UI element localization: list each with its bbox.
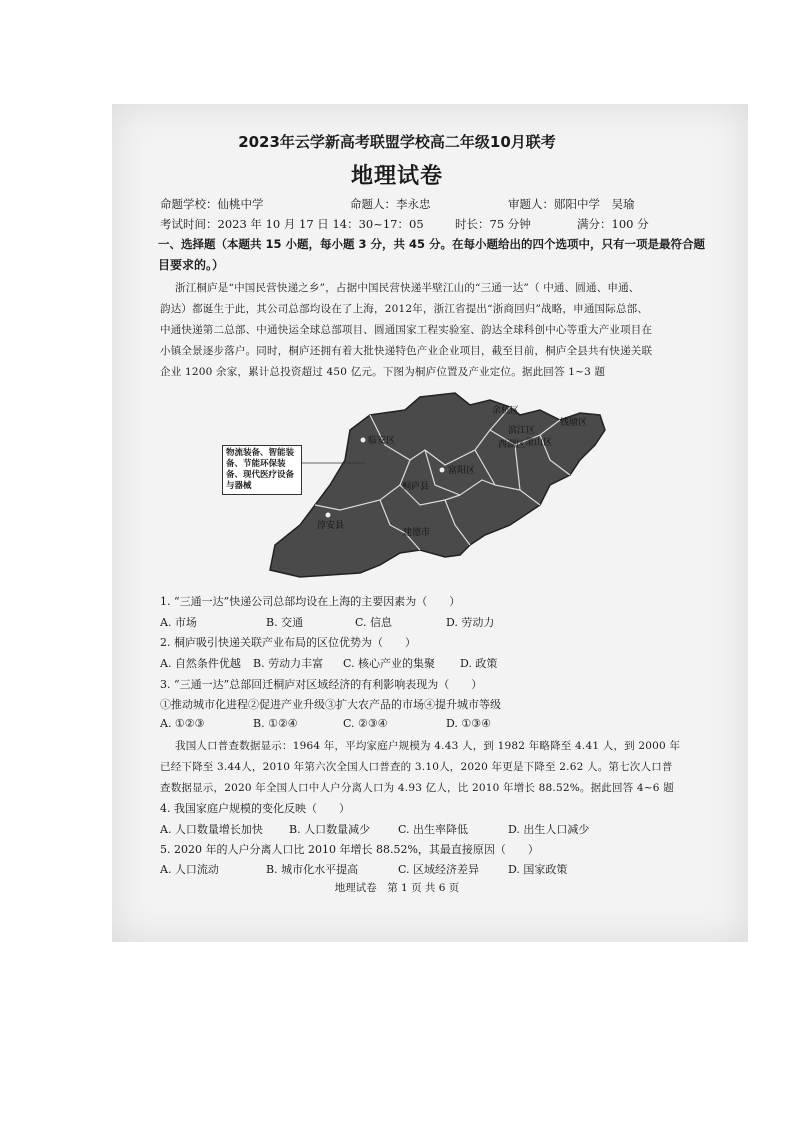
question-3-option-d: D. ①③④: [446, 717, 492, 730]
map-label-tonglu: 桐庐县: [402, 482, 430, 492]
subject-title: 地理试卷: [350, 164, 443, 189]
page-footer: 地理试卷 第 1 页 共 6 页: [334, 882, 460, 894]
section-heading-line1: 一、选择题（本题共 15 小题，每小题 3 分，共 45 分。在每小题给出的四个选项中，只有一项是最符合题: [158, 237, 706, 251]
question-5-option-a: A. 人口流动: [160, 863, 219, 876]
question-3-option-b: B. ①②④: [253, 717, 298, 730]
question-4-option-c: C. 出生率降低: [398, 823, 469, 836]
question-1-stem: 1. “三通一达”快递公司总部均设在上海的主要因素为（ ）: [160, 595, 461, 608]
question-2-option-c: C. 核心产业的集聚: [343, 657, 436, 670]
meta-duration: 时长：75 分钟: [455, 217, 531, 231]
question-5-stem: 5. 2020 年的人户分离人口比 2010 年增长 88.52%，其最直接原因（ ）: [160, 843, 539, 856]
map-label-jiande: 建德市: [403, 528, 431, 538]
passage-1-line: 小镇全景逐步落户。同时，桐庐还拥有着大批快递特色产业企业项目，截至目前，桐庐全县共有快递关联: [160, 345, 653, 357]
question-2-option-a: A. 自然条件优越: [160, 657, 241, 670]
question-5-option-d: D. 国家政策: [508, 863, 568, 876]
map-label-xiaoshan: 萧山区: [525, 438, 553, 448]
meta-exam-time: 考试时间：2023 年 10 月 17 日 14：30~17：05: [160, 217, 424, 231]
question-2-option-d: D. 政策: [460, 657, 498, 670]
exam-title: 2023年云学新高考联盟学校高二年级10月联考: [238, 133, 556, 151]
meta-school: 命题学校：仙桃中学: [160, 197, 264, 211]
question-5-option-c: C. 区域经济差异: [398, 863, 480, 876]
question-1-option-d: D. 劳动力: [446, 616, 495, 629]
question-3-stem: 3. “三通一达”总部回迁桐庐对区域经济的有利影响表现为（ ）: [160, 678, 483, 691]
question-2-option-b: B. 劳动力丰富: [253, 657, 324, 670]
meta-reviewer: 审题人：郧阳中学 吴瑜: [508, 197, 635, 211]
question-1-option-b: B. 交通: [266, 616, 304, 629]
passage-1-line: 韵达）都诞生于此，其公司总部均设在了上海，2012年，浙江省提出“浙商回归”战略，申通国际总部、: [160, 303, 649, 315]
question-5-option-b: B. 城市化水平提高: [266, 863, 359, 876]
industry-callout-box: 物流装备、智能装备、节能环保装备、现代医疗设备与器械: [222, 445, 302, 495]
question-3-option-c: C. ②③④: [343, 717, 388, 730]
passage-2-line: 我国人口普查数据显示：1964 年，平均家庭户规模为 4.43 人，到 1982 年略降至 4.41 人，到 2000 年: [175, 740, 681, 752]
map-label-linan: 临安区: [368, 436, 396, 446]
question-3-statements: ①推动城市化进程②促进产业升级③扩大农产品的市场④提升城市等级: [160, 698, 501, 711]
question-4-option-d: D. 出生人口减少: [508, 823, 590, 836]
question-3-option-a: A. ①②③: [160, 717, 205, 730]
section-heading-line2: 目要求的。）: [158, 258, 225, 272]
map-label-chunan: 淳安县: [317, 521, 345, 531]
passage-1-line: 浙江桐庐是“中国民营快递之乡”，占据中国民营快递半壁江山的“三通一达”（ 中通、圆通、申通、: [175, 282, 640, 294]
city-marker: [440, 468, 445, 473]
hangzhou-region-shape: [270, 393, 605, 577]
passage-2-line: 已经下降至 3.44人，2010 年第六次全国人口普查的 3.10人，2020 年更是下降至 2.62 人。第七次人口普: [160, 761, 673, 773]
map-label-binjiang: 滨江区: [508, 426, 536, 436]
map-label-fuyang: 富阳区: [448, 466, 476, 476]
question-1-option-a: A. 市场: [160, 616, 197, 629]
meta-full-score: 满分：100 分: [577, 217, 649, 231]
map-label-yuhang: 余杭区: [492, 406, 520, 416]
meta-setter: 命题人：李永忠: [350, 197, 431, 211]
map-label-xihu: 西湖区: [498, 440, 526, 450]
question-1-option-c: C. 信息: [355, 616, 393, 629]
city-marker: [361, 438, 366, 443]
city-marker: [326, 513, 331, 518]
map-label-qiantang: 钱塘区: [560, 418, 588, 428]
passage-1-line: 企业 1200 余家，累计总投资超过 450 亿元。下图为桐庐位置及产业定位。据此回答 1~3 题: [160, 366, 606, 378]
question-4-option-a: A. 人口数量增长加快: [160, 823, 263, 836]
passage-2-line: 查数据显示，2020 年全国人口中人户分离人口为 4.93 亿人，比 2010 年增长 88.52%。据此回答 4~6 题: [160, 782, 674, 794]
question-2-stem: 2. 桐庐吸引快递关联产业布局的区位优势为（ ）: [160, 636, 416, 649]
passage-1-line: 中通快递第二总部、中通快运全球总部项目、圆通国家工程实验室、韵达全球科创中心等重大产业项目在: [160, 324, 653, 336]
question-4-stem: 4. 我国家庭户规模的变化反映（ ）: [160, 802, 350, 815]
question-4-option-b: B. 人口数量减少: [289, 823, 371, 836]
